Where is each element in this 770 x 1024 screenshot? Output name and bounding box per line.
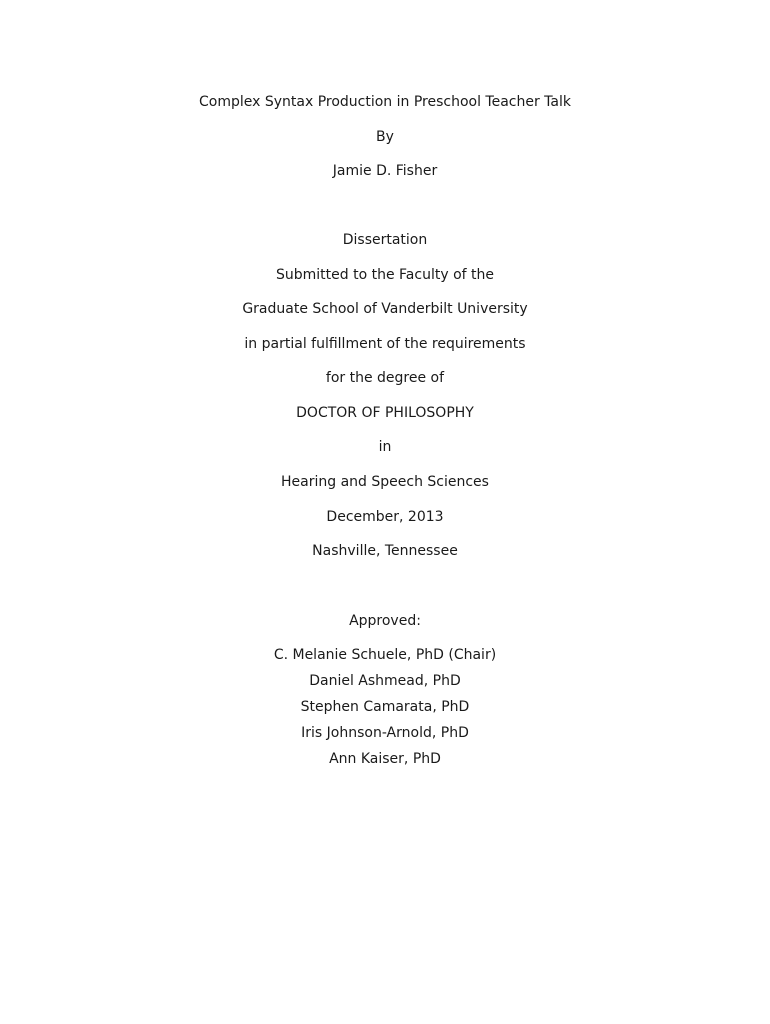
committee-member: C. Melanie Schuele, PhD (Chair) [273, 647, 497, 663]
submission-date: December, 2013 [326, 509, 444, 525]
submission-line-4: for the degree of [325, 370, 445, 386]
field-of-study: Hearing and Speech Sciences [281, 474, 489, 490]
committee-member: Iris Johnson-Arnold, PhD [301, 725, 469, 741]
approved-label: Approved: [349, 613, 421, 629]
degree-name: DOCTOR OF PHILOSOPHY [296, 405, 474, 421]
committee-member: Daniel Ashmead, PhD [309, 673, 461, 689]
submission-line-2: Graduate School of Vanderbilt University [242, 301, 528, 317]
submission-line-3: in partial fulfillment of the requirements [244, 336, 526, 352]
author-name: Jamie D. Fisher [332, 163, 438, 179]
in-line: in [378, 439, 392, 455]
by-line: By [376, 129, 394, 145]
committee-member: Ann Kaiser, PhD [329, 751, 441, 767]
document-type: Dissertation [342, 232, 428, 248]
dissertation-title: Complex Syntax Production in Preschool Teacher Talk [198, 94, 571, 110]
location: Nashville, Tennessee [312, 543, 458, 559]
committee-member: Stephen Camarata, PhD [300, 699, 470, 715]
submission-line-1: Submitted to the Faculty of the [276, 267, 494, 283]
